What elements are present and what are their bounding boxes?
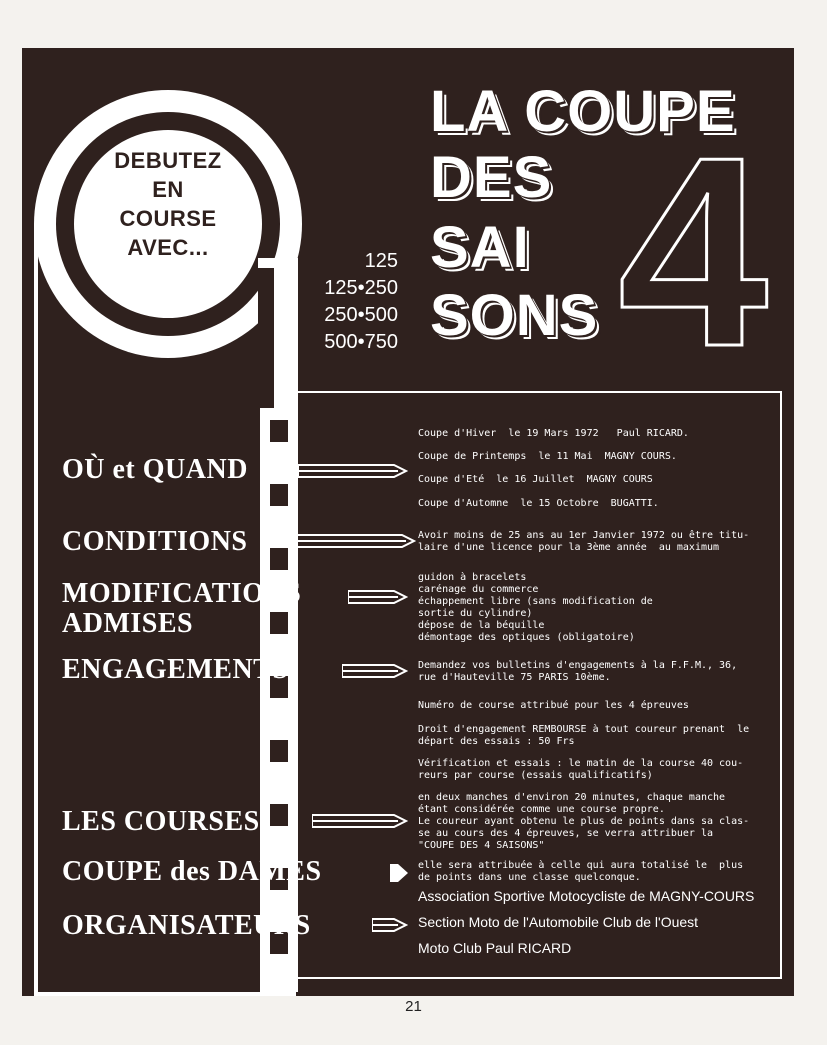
courses-line-4: se au cours des 4 épreuves, se verra attribuer la (418, 828, 714, 839)
heading-modifications: MODIFICATIONS (62, 578, 302, 609)
ou-quand-line-3: Coupe d'Eté le 16 Juillet MAGNY COURS (418, 474, 653, 485)
engagements-para-2-line-1: Droit d'engagement REMBOURSE à tout coureur prenant le (418, 724, 750, 735)
title-line-2: DES (430, 145, 553, 210)
badge-line-3: COURSE (119, 206, 217, 231)
engagements-line-2: rue d'Hauteville 75 PARIS 10ème. (418, 672, 611, 683)
courses-line-3: Le coureur ayant obtenu le plus de points dans sa clas- (418, 816, 750, 827)
road-bottom-edge (34, 992, 296, 996)
modifications-line-5: dépose de la béquille (418, 620, 545, 631)
title-line-4: SONS (430, 283, 599, 348)
road-left-edge (34, 224, 38, 996)
class-4: 500•750 (324, 331, 398, 353)
modifications-line-2: carénage du commerce (418, 584, 539, 595)
badge-text (74, 146, 262, 262)
arrow-dames (390, 860, 410, 886)
badge-line-4: AVEC... (127, 235, 209, 260)
courses-line-1: en deux manches d'environ 20 minutes, chaque manche (418, 792, 726, 803)
class-3: 250•500 (324, 304, 398, 326)
engagements-para-2-line-2: départ des essais : 50 Frs (418, 736, 575, 747)
ou-quand-line-1: Coupe d'Hiver le 19 Mars 1972 Paul RICARD. (418, 428, 689, 439)
ou-quand-line-4: Coupe d'Automne le 15 Octobre BUGATTI. (418, 498, 659, 509)
courses-line-5: "COUPE DES 4 SAISONS" (418, 840, 545, 851)
organisateur-3: Moto Club Paul RICARD (418, 940, 572, 956)
conditions-line-1: Avoir moins de 25 ans au 1er Janvier 1972 ou être titu- (418, 530, 750, 541)
badge-line-2: EN (152, 177, 184, 202)
ou-quand-line-2: Coupe de Printemps le 11 Mai MAGNY COURS. (418, 451, 677, 462)
engagements-line-1: Demandez vos bulletins d'engagements à la F.F.M., 36, (418, 660, 738, 671)
modifications-line-3: échappement libre (sans modification de (418, 596, 653, 607)
title-line-1: LA COUPE (430, 79, 736, 144)
engagements-para-3-line-2: reurs par course (essais qualificatifs) (418, 770, 653, 781)
heading-conditions: CONDITIONS (62, 526, 248, 557)
arrow-conditions (292, 528, 416, 554)
title-line-3: SAI (430, 215, 530, 280)
poster-panel (22, 48, 794, 996)
page-number: 21 (405, 998, 422, 1015)
organisateur-1: Association Sportive Motocycliste de MAGNY-COURS (418, 888, 755, 904)
modifications-line-4: sortie du cylindre) (418, 608, 533, 619)
heading-dames: COUPE des DAMES (62, 856, 322, 887)
organisateur-2: Section Moto de l'Automobile Club de l'Ouest (418, 914, 699, 930)
dames-line-2: de points dans une classe quelconque. (418, 872, 641, 883)
modifications-line-6: démontage des optiques (obligatoire) (418, 632, 635, 643)
engagements-para-3-line-1: Vérification et essais : le matin de la course 40 cou- (418, 758, 744, 769)
arrow-modifications (348, 584, 408, 610)
title-number-4: 4 (618, 102, 769, 403)
modifications-line-1: guidon à bracelets (418, 572, 527, 583)
arrow-engagements (342, 658, 408, 684)
heading-organisateurs: ORGANISATEURS (62, 910, 311, 941)
conditions-line-2: laire d'une licence pour la 3ème année au maximum (418, 542, 720, 553)
dames-line-1: elle sera attribuée à celle qui aura totalisé le plus (418, 860, 744, 871)
heading-admises: ADMISES (62, 608, 194, 639)
engagements-para-1: Numéro de course attribué pour les 4 épreuves (418, 700, 689, 711)
arrow-organisateurs (372, 912, 408, 938)
heading-courses: LES COURSES (62, 806, 260, 837)
heading-ou-quand: OÙ et QUAND (62, 454, 248, 485)
heading-engagements: ENGAGEMENTS (62, 654, 289, 685)
courses-line-2: étant considérée comme une course propre. (418, 804, 665, 815)
badge-stem-dark-slot (258, 268, 274, 418)
arrow-courses (312, 808, 408, 834)
engine-classes (302, 248, 398, 356)
badge-line-1: DEBUTEZ (114, 148, 222, 173)
arrow-ou-quand (298, 458, 408, 484)
class-1: 125 (364, 250, 398, 272)
class-2: 125•250 (324, 277, 398, 299)
